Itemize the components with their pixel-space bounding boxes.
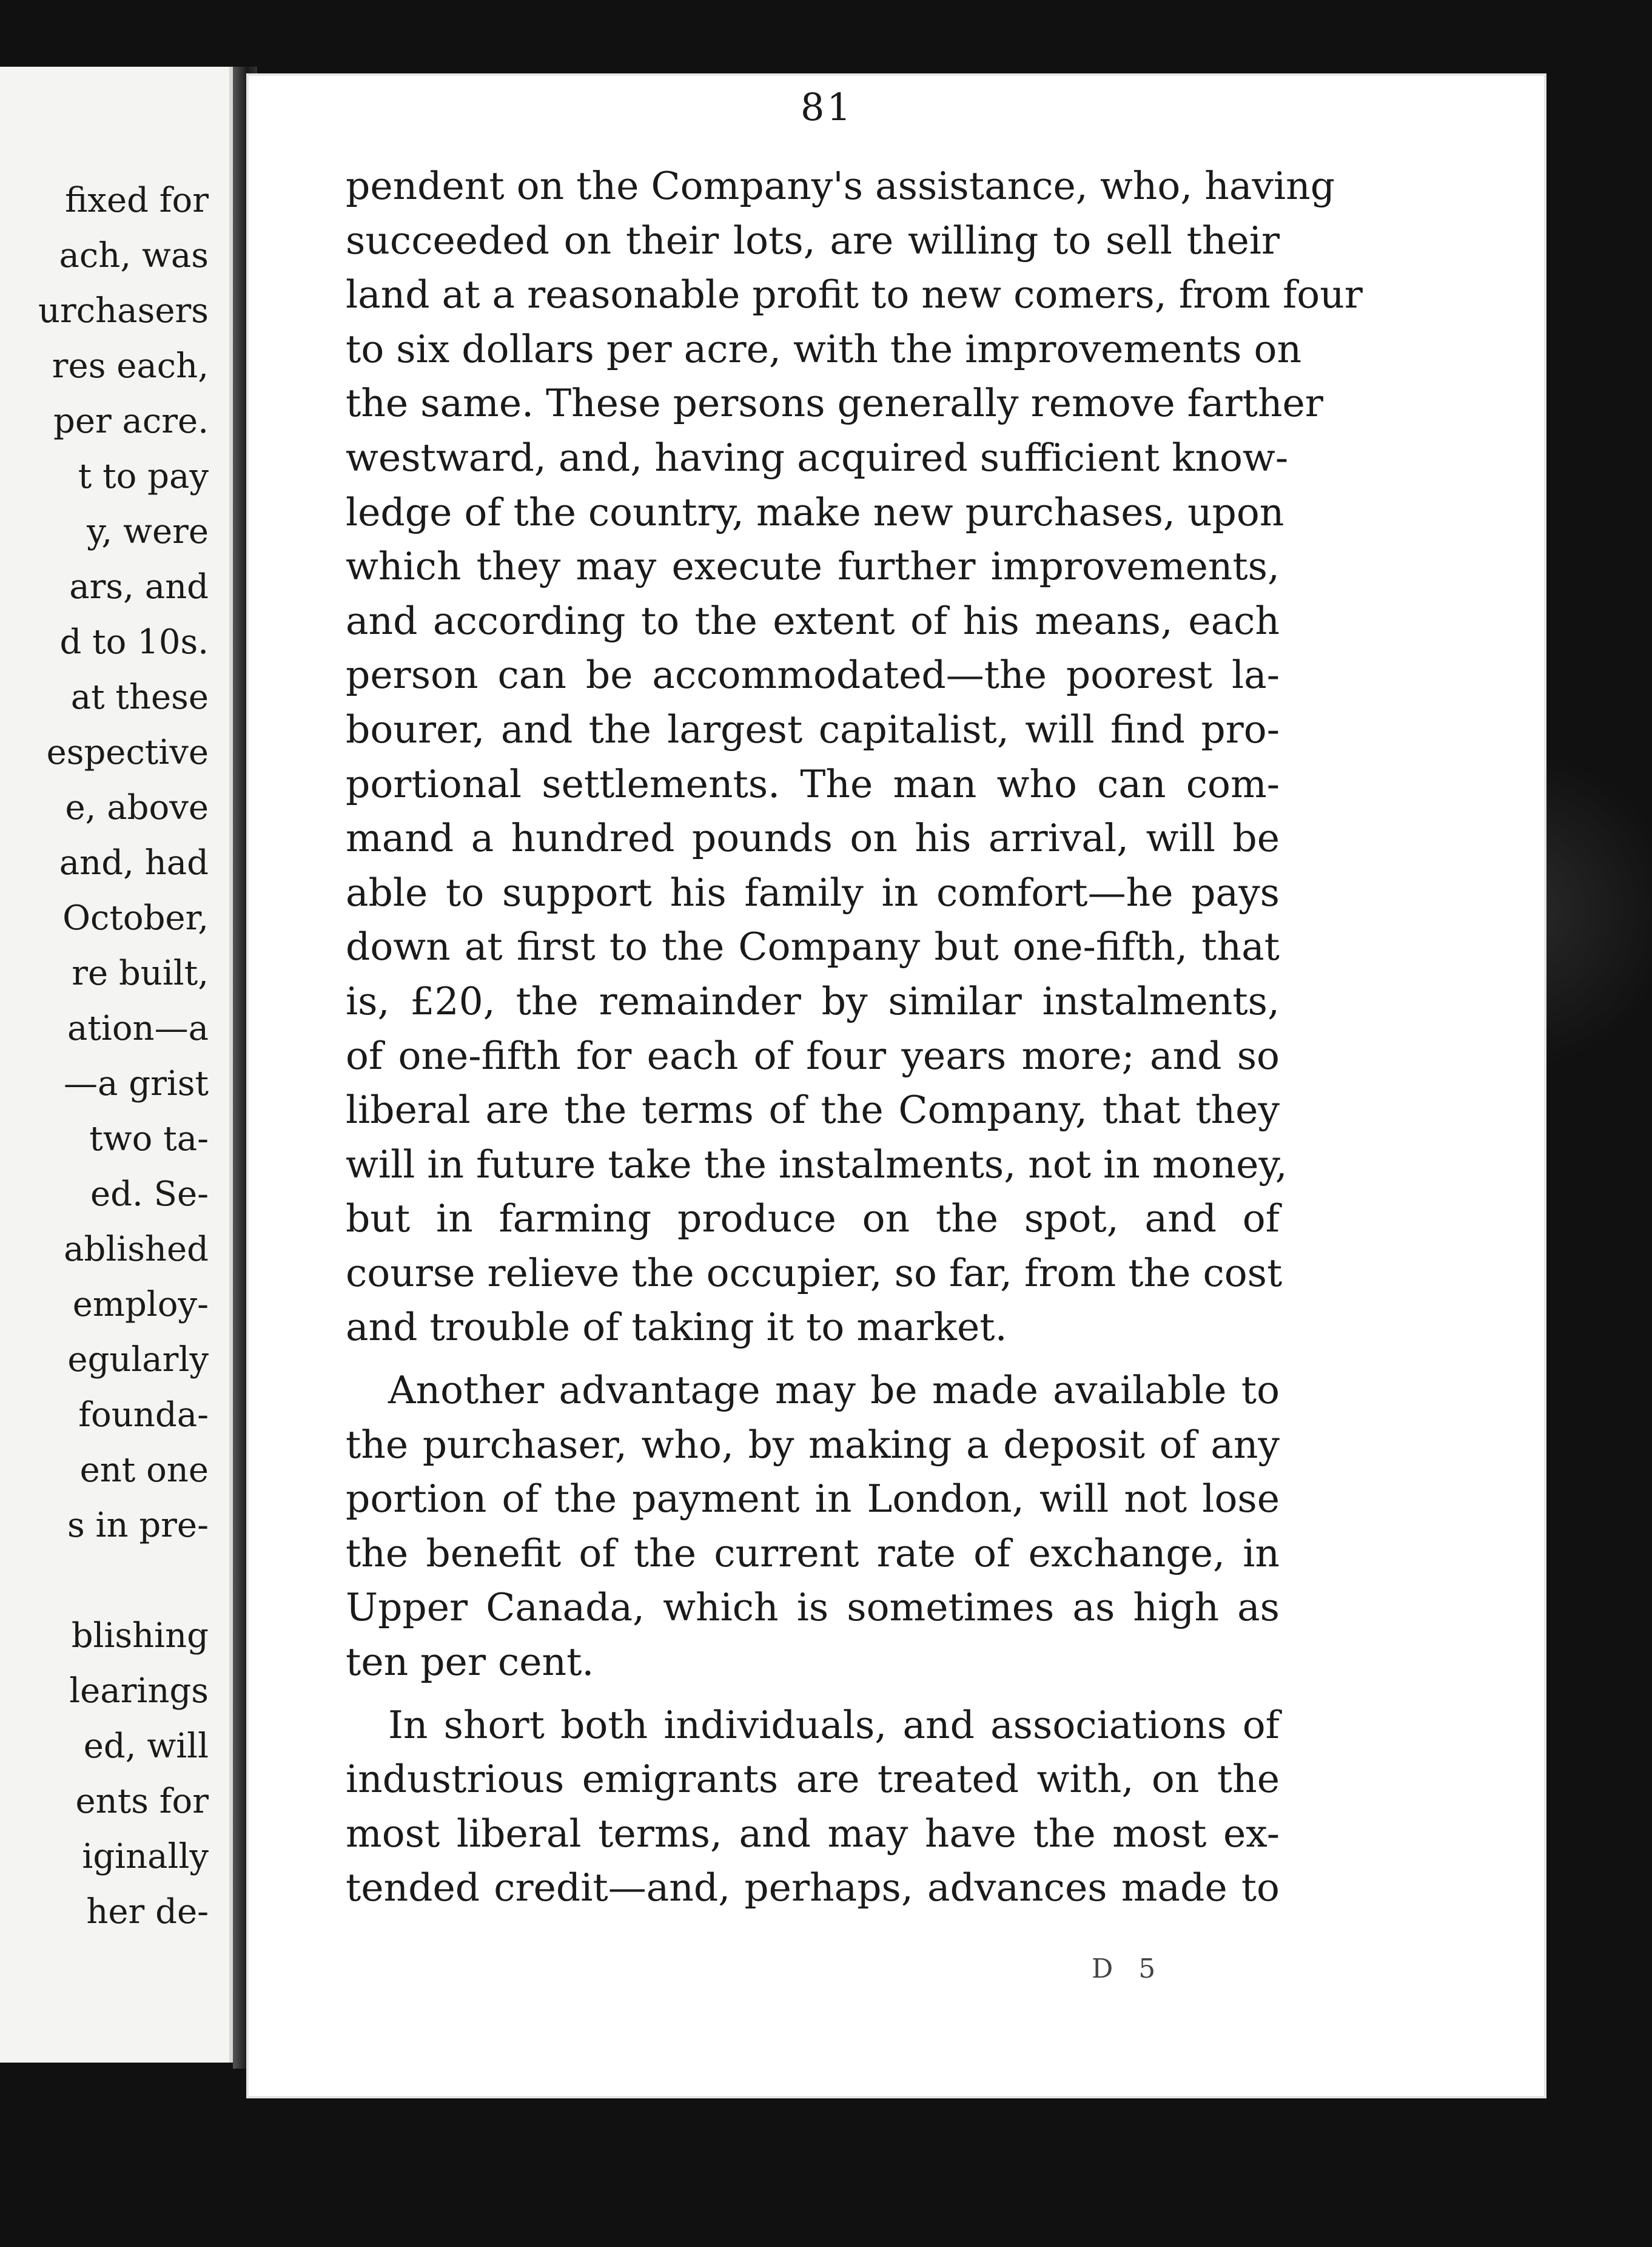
paragraph-gap xyxy=(38,1553,209,1608)
text-line: liberal are the terms of the Company, that they xyxy=(346,1088,1280,1133)
text-line: In short both individuals, and associations of xyxy=(388,1702,1280,1747)
text-line: her de- xyxy=(86,1892,209,1932)
text-line: the benefit of the current rate of exchange, in xyxy=(346,1531,1280,1575)
text-line: ent one xyxy=(79,1450,209,1490)
text-line: person can be accommodated—the poorest la- xyxy=(346,653,1280,698)
text-line: which they may execute further improvements, xyxy=(346,544,1280,589)
text-line: ed. Se- xyxy=(90,1174,209,1214)
text-line: e, above xyxy=(65,788,209,827)
text-line: ten per cent. xyxy=(346,1640,594,1685)
page-body-text xyxy=(346,159,1363,1915)
text-line: re built, xyxy=(72,954,209,993)
text-line: Another advantage may be made available to xyxy=(388,1368,1280,1413)
text-line: —a grist xyxy=(64,1064,209,1103)
text-line: s in pre- xyxy=(67,1506,209,1545)
facing-page-left xyxy=(0,67,233,2063)
text-line: iginally xyxy=(82,1837,209,1876)
text-line: westward, and, having acquired sufficient know- xyxy=(346,435,1289,480)
text-line: of one-fifth for each of four years more; and so xyxy=(346,1033,1280,1078)
text-line: and trouble of taking it to market. xyxy=(346,1305,1007,1350)
text-line: ed, will xyxy=(83,1727,209,1766)
text-line: land at a reasonable profit to new comers, from four xyxy=(346,272,1363,317)
text-line: and, had xyxy=(59,843,209,883)
text-line: bourer, and the largest capitalist, will find pro- xyxy=(346,707,1280,752)
text-line: egularly xyxy=(67,1340,209,1380)
text-line: October, xyxy=(62,898,209,938)
text-line: is, £20, the remainder by similar instalments, xyxy=(346,979,1280,1023)
text-line: at these xyxy=(70,678,209,717)
text-line: ars, and xyxy=(69,567,209,607)
text-line: espective xyxy=(46,733,209,772)
text-line: two ta- xyxy=(89,1119,209,1159)
page-number: 81 xyxy=(801,85,853,129)
text-line: t to pay xyxy=(78,457,209,496)
text-line: Upper Canada, which is sometimes as high as xyxy=(346,1585,1280,1630)
text-line: ents for xyxy=(75,1782,209,1821)
text-line: will in future take the instalments, not in money, xyxy=(346,1142,1288,1187)
text-line: portion of the payment in London, will not lose xyxy=(346,1477,1280,1521)
text-line: mand a hundred pounds on his arrival, will be xyxy=(346,816,1280,861)
text-line: res each, xyxy=(52,346,209,386)
text-line: fixed for xyxy=(65,181,209,220)
text-line: the purchaser, who, by making a deposit of any xyxy=(346,1422,1280,1467)
text-line: industrious emigrants are treated with, on the xyxy=(346,1757,1280,1802)
text-line: tended credit—and, perhaps, advances made to xyxy=(346,1865,1280,1910)
text-line: the same. These persons generally remove farther xyxy=(346,381,1323,426)
text-line: urchasers xyxy=(38,291,209,331)
text-line: ledge of the country, make new purchases, upon xyxy=(346,490,1284,534)
text-line: down at first to the Company but one-fifth, that xyxy=(346,925,1280,969)
text-line: and according to the extent of his means, each xyxy=(346,598,1280,643)
text-line: employ- xyxy=(72,1285,209,1324)
text-line: blishing xyxy=(71,1616,209,1656)
text-line: ation—a xyxy=(67,1009,209,1048)
text-line: per acre. xyxy=(53,402,209,441)
text-line: portional settlements. The man who can com- xyxy=(346,761,1280,806)
text-line: d to 10s. xyxy=(59,622,209,662)
text-line: course relieve the occupier, so far, from the cost xyxy=(346,1250,1283,1295)
text-line: able to support his family in comfort—he pays xyxy=(346,870,1280,915)
text-line: to six dollars per acre, with the improvements on xyxy=(346,326,1302,371)
text-line: pendent on the Company's assistance, who, having xyxy=(346,164,1335,208)
text-line: founda- xyxy=(78,1395,209,1435)
text-line: succeeded on their lots, are willing to sell their xyxy=(346,218,1280,263)
text-line: most liberal terms, and may have the most ex- xyxy=(346,1811,1280,1856)
text-line: ach, was xyxy=(59,236,209,275)
signature-mark: D 5 xyxy=(1092,1953,1164,1984)
text-line: learings xyxy=(69,1671,209,1711)
text-line: ablished xyxy=(64,1230,209,1269)
text-line: y, were xyxy=(87,512,209,551)
facing-page-text xyxy=(38,173,209,1939)
text-line: but in farming produce on the spot, and of xyxy=(346,1196,1280,1241)
